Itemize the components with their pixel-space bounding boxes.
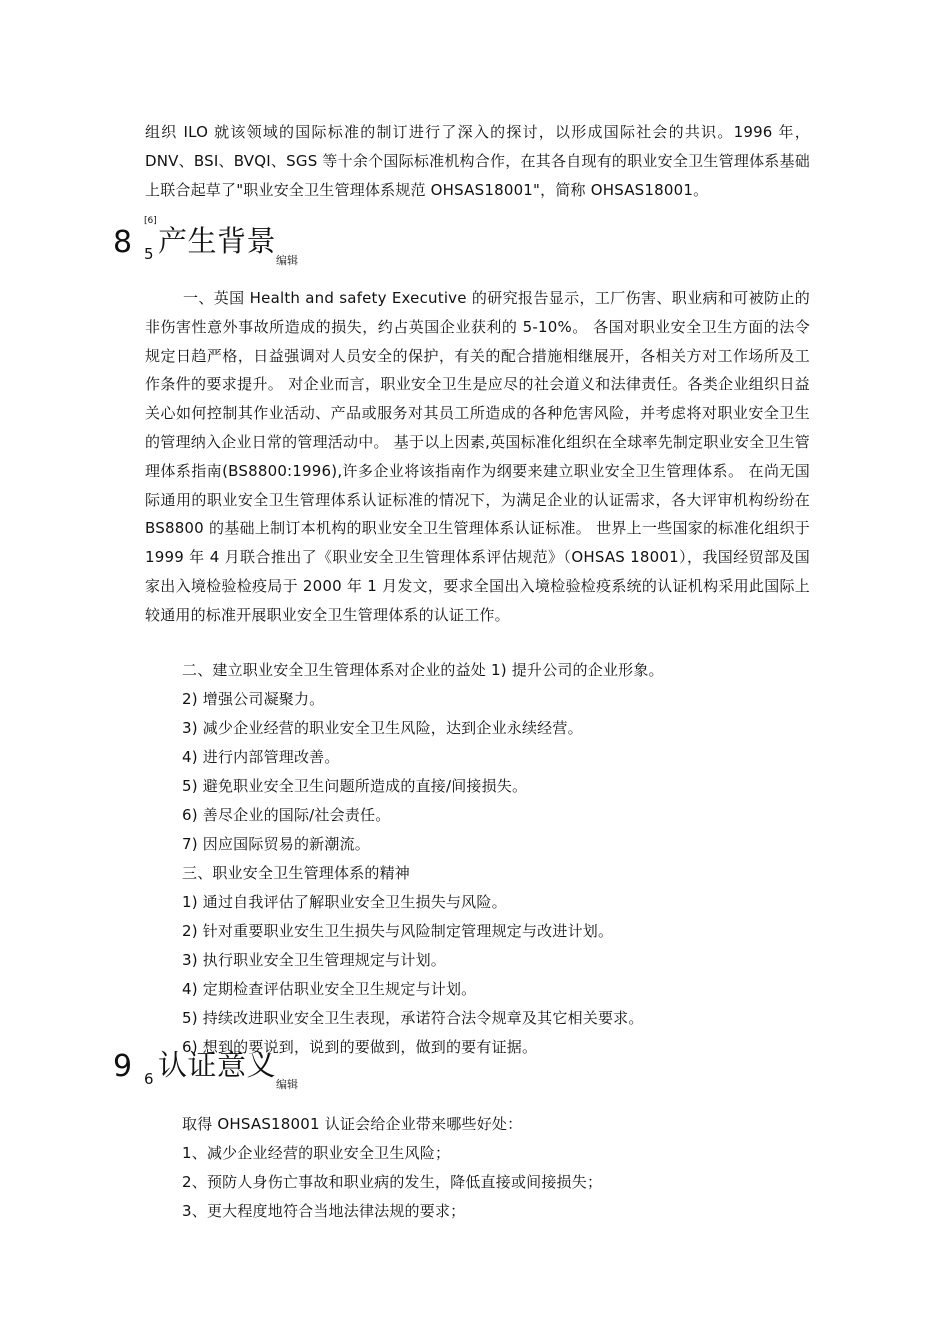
section-number: 9 (113, 1049, 133, 1084)
section-title: 认证意义 (158, 1048, 277, 1082)
list-item: 三、职业安全卫生管理体系的精神 (182, 864, 411, 882)
list-item: 4) 定期检查评估职业安全卫生规定与计划。 (182, 980, 477, 998)
section-8-paragraph: 一、英国 Health and safety Executive 的研究报告显示，工厂伤害、职业病和可被防止的非伤害性意外事故所造成的损失，约占英国企业获利的 5-10%。 各国对职业安全卫生方面的法令规定日趋严格，日益强调对人员安全的保护，有关的配合措施相继展开，各相关方对工作场所及工作条件的要求提升。 对企业而言，职业安全卫生是应尽的社会道义和法律责任。各类企业组织日益关心如何控制其作业活动、产品或服务对其员工所造成的各种危害风险，并考虑将对职业安全卫生的管理纳入企业日常的管理活动中。 基于以上因素,英国标准化组织在全球率先制定职业安全卫生管理体系指南(BS8800:1996),许多企业将该指南作为纲要来建立职业安全卫生管理体系。 在尚无国际通用的职业安全卫生管理体系认证标准的情况下，为满足企业的认证需求，各大评审机构纷纷在 BS8800 的基础上制订本机构的职业安全卫生管理体系认证标准。 世界上一些国家的标准化组织于 1999 年 4 月联合推出了《职业安全卫生管理体系评估规范》（OHSAS 18001），我国经贸部及国家出入境检验检疫局于 2000 年 1 月发文，要求全国出入境检验检疫系统的认证机构采用此国际上较通用的标准开展职业安全卫生管理体系的认证工作。 (145, 289, 810, 624)
list-item: 2) 针对重要职业安生卫生损失与风险制定管理规定与改进计划。 (182, 922, 614, 940)
list-item: 2) 增强公司凝聚力。 (182, 690, 325, 708)
intro-paragraph: 组织 ILO 就该领域的国际标准的制订进行了深入的探讨，以形成国际社会的共识。1996 年，DNV、BSI、BVQI、SGS 等十余个国际标准机构合作，在其各自现有的职业安全卫生管理体系基础上联合起草了"职业安全卫生管理体系规范 OHSAS18001"，简称 OHSAS18001。 (145, 123, 810, 199)
citation-ref[interactable]: [6] (144, 216, 157, 226)
list-item: 2、预防人身伤亡事故和职业病的发生，降低直接或间接损失； (182, 1173, 603, 1191)
list-item: 6) 想到的要说到，说到的要做到，做到的要有证据。 (182, 1038, 538, 1056)
list-item: 5) 持续改进职业安全卫生表现，承诺符合法令规章及其它相关要求。 (182, 1009, 644, 1027)
list-item: 1) 通过自我评估了解职业安全卫生损失与风险。 (182, 893, 507, 911)
list-item: 二、建立职业安全卫生管理体系对企业的益处 1) 提升公司的企业形象。 (182, 661, 664, 679)
section-title: 产生背景 (158, 224, 277, 258)
section-sub-number: 5 (144, 245, 154, 263)
section-sub-number: 6 (144, 1070, 154, 1088)
list-item: 取得 OHSAS18001 认证会给企业带来哪些好处： (182, 1115, 523, 1133)
edit-link[interactable]: 编辑 (276, 254, 298, 267)
list-item: 7) 因应国际贸易的新潮流。 (182, 835, 370, 853)
section-number: 8 (113, 225, 133, 260)
list-item: 3、更大程度地符合当地法律法规的要求； (182, 1202, 466, 1220)
list-item: 5) 避免职业安全卫生问题所造成的直接/间接损失。 (182, 777, 528, 795)
list-item: 4) 进行内部管理改善。 (182, 748, 340, 766)
list-item: 6) 善尽企业的国际/社会责任。 (182, 806, 391, 824)
list-item: 3) 减少企业经营的职业安全卫生风险，达到企业永续经营。 (182, 719, 583, 737)
edit-link[interactable]: 编辑 (276, 1078, 298, 1091)
list-item: 1、减少企业经营的职业安全卫生风险； (182, 1144, 451, 1162)
list-item: 3) 执行职业安全卫生管理规定与计划。 (182, 951, 446, 969)
